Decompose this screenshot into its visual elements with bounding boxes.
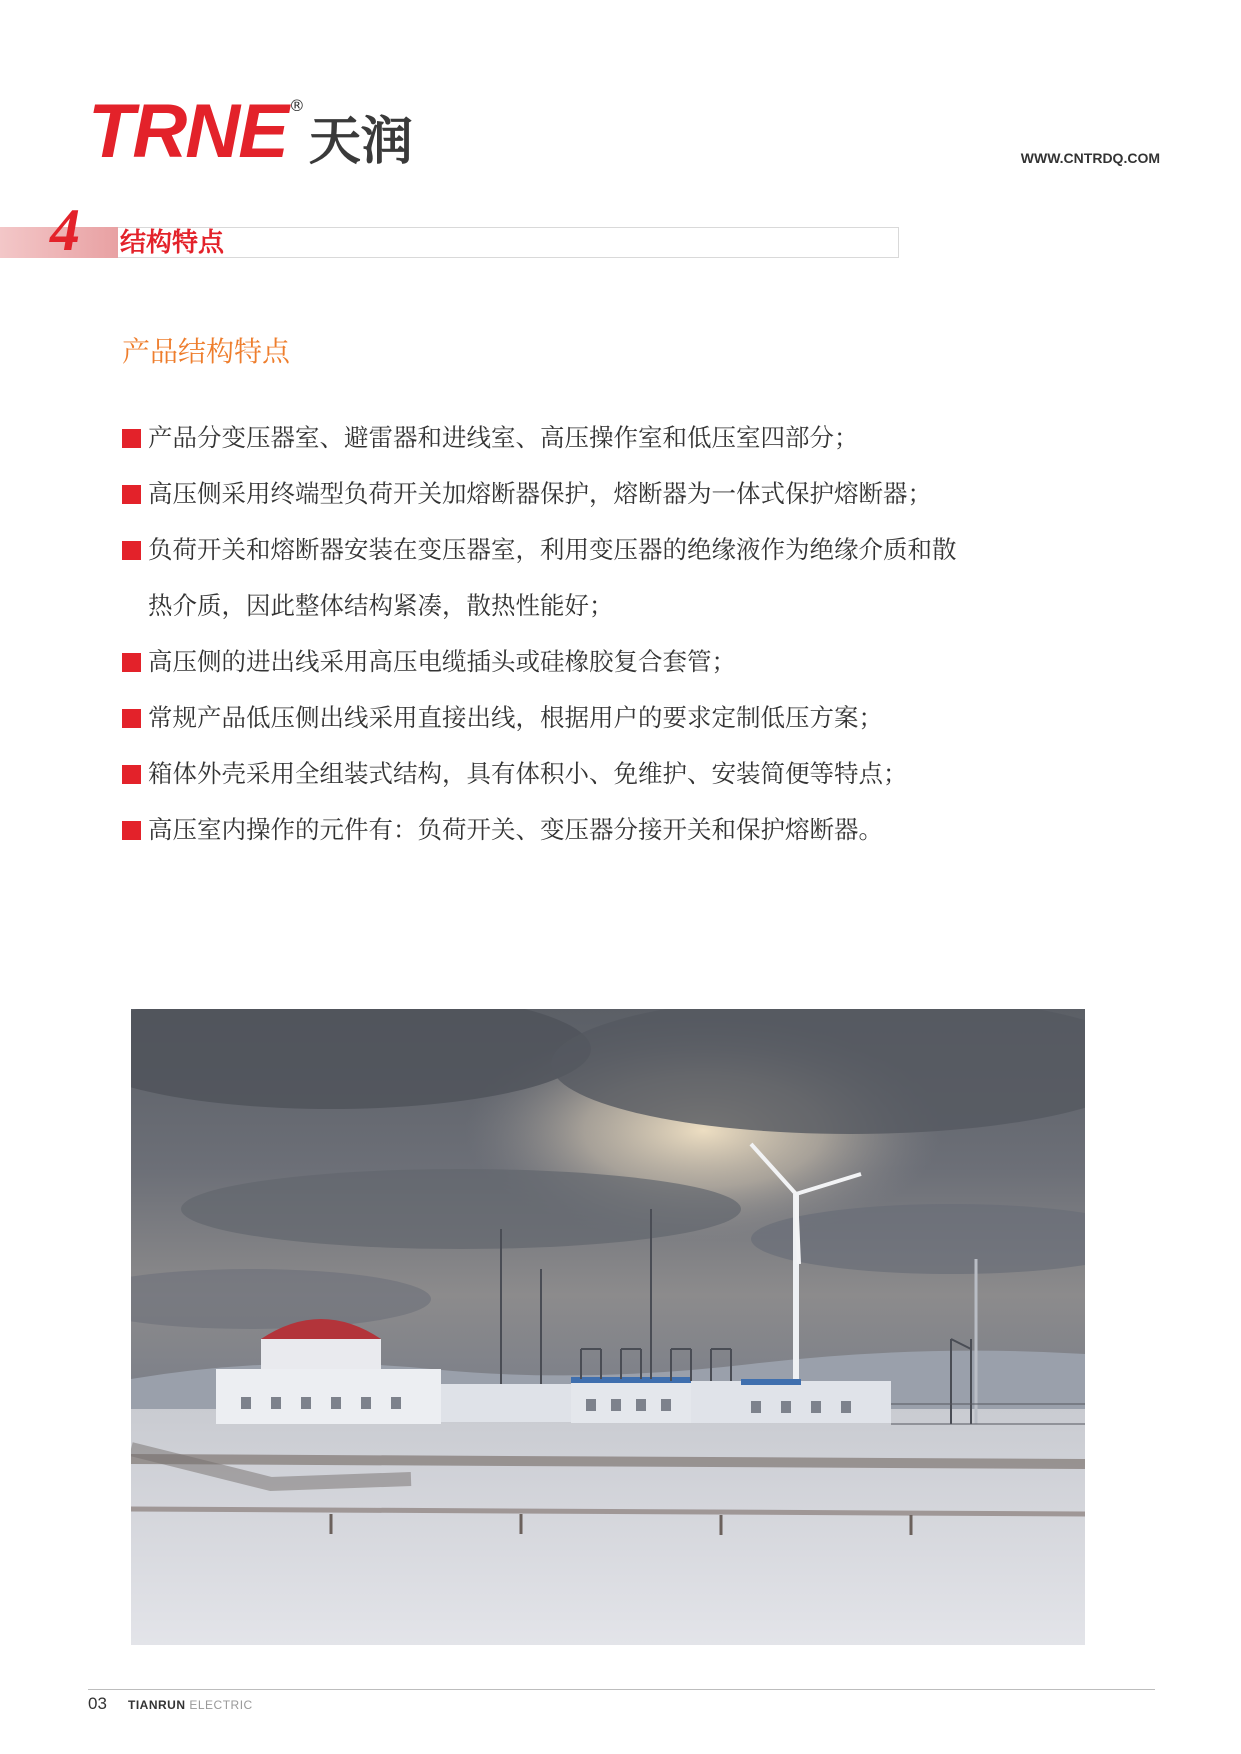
feature-list	[118, 410, 1098, 858]
page-number: 03	[88, 1694, 107, 1713]
list-item-text: 箱体外壳采用全组装式结构，具有体积小、免维护、安装简便等特点；	[148, 759, 908, 788]
list-item	[118, 466, 1098, 522]
list-item	[118, 410, 1098, 466]
section-bar-frame	[118, 227, 899, 258]
subsection-title: 产品结构特点	[122, 335, 291, 368]
footer-divider	[88, 1689, 1155, 1690]
list-item-text: 常规产品低压侧出线采用直接出线，根据用户的要求定制低压方案；	[148, 703, 883, 732]
list-item	[118, 802, 1098, 858]
bullet-square-icon	[122, 821, 141, 840]
logo-chinese-name: 天润	[308, 112, 413, 172]
bullet-square-icon	[122, 709, 141, 728]
list-item-text: 高压侧采用终端型负荷开关加熔断器保护，熔断器为一体式保护熔断器；	[148, 479, 932, 508]
list-item	[118, 634, 1098, 690]
website-url: WWW.CNTRDQ.COM	[1020, 150, 1160, 166]
list-item	[118, 522, 978, 634]
company-logo	[88, 89, 413, 174]
section-title: 结构特点	[120, 228, 225, 258]
list-item-text: 高压侧的进出线采用高压电缆插头或硅橡胶复合套管；	[148, 647, 736, 676]
bullet-square-icon	[122, 653, 141, 672]
bullet-square-icon	[122, 765, 141, 784]
footer-brand-suffix: ELECTRIC	[189, 1698, 253, 1712]
list-item-text: 高压室内操作的元件有：负荷开关、变压器分接开关和保护熔断器。	[148, 815, 883, 844]
section-number: 4	[50, 197, 80, 263]
bullet-square-icon	[122, 541, 141, 560]
list-item	[118, 746, 1098, 802]
bullet-square-icon	[122, 485, 141, 504]
footer-brand-name: TIANRUN	[128, 1698, 186, 1712]
list-item-text: 负荷开关和熔断器安装在变压器室，利用变压器的绝缘液作为绝缘介质和散热介质，因此整体结构紧凑，散热性能好；	[148, 535, 957, 620]
registered-mark: ®	[288, 96, 305, 115]
substation-photo	[131, 1009, 1085, 1645]
logo-mark: TRNE	[88, 89, 287, 174]
bullet-square-icon	[122, 429, 141, 448]
list-item-text: 产品分变压器室、避雷器和进线室、高压操作室和低压室四部分；	[148, 423, 859, 452]
substation-landscape-image	[131, 1009, 1085, 1645]
footer-brand	[128, 1698, 253, 1712]
list-item	[118, 690, 1098, 746]
